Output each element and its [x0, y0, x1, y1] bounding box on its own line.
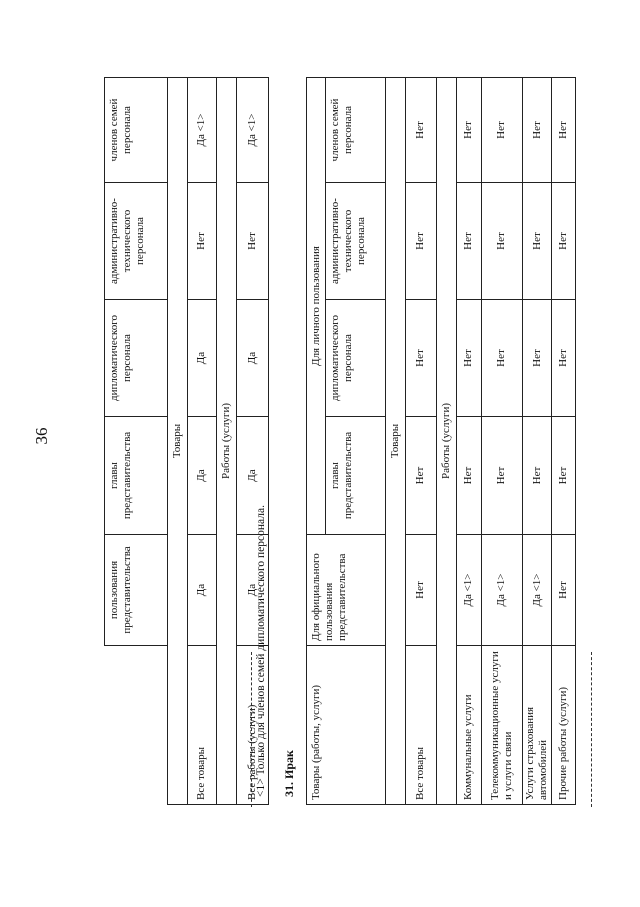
table-1-header-cell: пользования представительства — [105, 535, 168, 646]
table-cell: Нет — [523, 77, 552, 182]
table-1-header-cell: административно-технического персонала — [105, 183, 168, 300]
table-2-header-row — [307, 77, 326, 804]
table-cell: Нет — [552, 300, 576, 417]
page-number: 36 — [32, 427, 51, 445]
table-row — [457, 77, 482, 804]
table-cell: Нет — [482, 300, 523, 417]
table-cell: Да <1> — [482, 535, 523, 646]
table-cell: Да <1> — [188, 78, 217, 183]
table-cell: Коммунальные услуги — [457, 646, 482, 805]
table-cell: Да — [237, 535, 269, 646]
table-cell: Нет — [457, 300, 482, 417]
table-cell: Нет — [406, 417, 437, 535]
table-cell: Нет — [457, 417, 482, 535]
table-cell: Да — [188, 300, 217, 417]
table-1-header-row — [105, 78, 168, 805]
table-cell: Нет — [482, 417, 523, 535]
header-personal-use: Для личного пользования — [307, 77, 326, 534]
table-cell: Нет — [523, 417, 552, 535]
table-row — [552, 77, 576, 804]
footnote: <1> Только для членов семей дипломатического персонала. — [255, 505, 267, 797]
table-cell: Телекоммуникационные услуги и услуги связи — [482, 646, 523, 805]
table-row — [482, 77, 523, 804]
table-2-iraq — [306, 77, 576, 805]
table-2-category-row — [437, 77, 457, 804]
table-cell: Нет — [552, 183, 576, 300]
table-1-category-row — [168, 78, 188, 805]
category-goods: Товары — [168, 78, 188, 805]
table-cell: Нет — [552, 417, 576, 535]
table-row — [406, 77, 437, 804]
subheader-cell: дипломатического персонала — [326, 300, 386, 417]
header-goods-works: Товары (работы, услуги) — [307, 646, 386, 805]
table-1-category-row — [217, 78, 237, 805]
category-works: Работы (услуги) — [437, 77, 457, 804]
table-cell: Нет — [457, 77, 482, 182]
header-official-use: Для официального пользования представительства — [307, 535, 386, 646]
table-row — [188, 78, 217, 805]
category-goods: Товары — [386, 77, 406, 804]
table-1-header-cell: дипломатического персонала — [105, 300, 168, 417]
table-cell: Нет — [406, 535, 437, 646]
subheader-cell: главы представительства — [326, 417, 386, 535]
subheader-cell: административно-технического персонала — [326, 183, 386, 300]
table-cell: Нет — [523, 300, 552, 417]
table-cell: Нет — [552, 77, 576, 182]
table-1-header-cell: членов семей персонала — [105, 78, 168, 183]
table-cell: Все товары — [406, 646, 437, 805]
table-cell: Нет — [188, 183, 217, 300]
table-cell: Все товары — [188, 646, 217, 805]
table-cell: Да — [237, 417, 269, 535]
section-title: 31. Ирак — [282, 750, 296, 797]
table-cell: Нет — [482, 183, 523, 300]
table-cell: Все работы (услуги) — [237, 646, 269, 805]
table-2-category-row — [386, 77, 406, 804]
table-cell: Прочие работы (услуги) — [552, 646, 576, 805]
table-cell: Нет — [482, 77, 523, 182]
table-cell: Да <1> — [237, 78, 269, 183]
table-1 — [104, 77, 269, 805]
table-1-header-cell: главы представительства — [105, 417, 168, 535]
footnote-separator — [251, 652, 252, 807]
table-cell: Нет — [237, 183, 269, 300]
table-cell: Да <1> — [523, 535, 552, 646]
table-1-header-empty — [105, 646, 168, 805]
table-cell: Нет — [523, 183, 552, 300]
table-cell: Да <1> — [457, 535, 482, 646]
subheader-cell: членов семей персонала — [326, 77, 386, 182]
category-works: Работы (услуги) — [217, 78, 237, 805]
table-cell: Нет — [552, 535, 576, 646]
table-cell: Нет — [406, 300, 437, 417]
table-cell: Нет — [406, 183, 437, 300]
table-cell: Да — [237, 300, 269, 417]
table-cell: Услуги страхования автомобилей — [523, 646, 552, 805]
table-row — [523, 77, 552, 804]
table-cell: Да — [188, 535, 217, 646]
table-cell: Нет — [406, 77, 437, 182]
table-cell: Да — [188, 417, 217, 535]
table-cell: Нет — [457, 183, 482, 300]
footnote-separator — [591, 652, 592, 807]
